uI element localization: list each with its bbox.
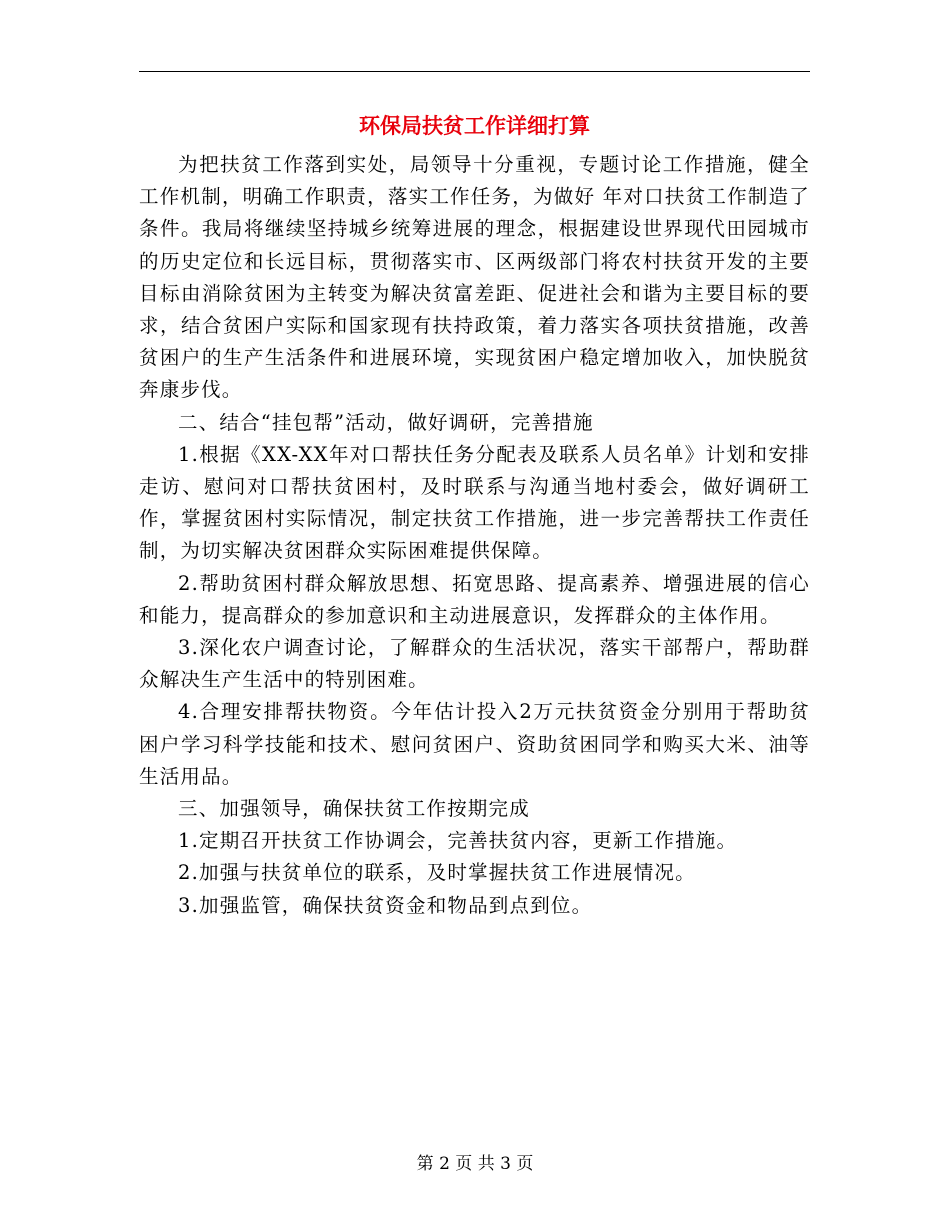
section-heading-2: 二、结合“挂包帮”活动，做好调研，完善措施 [178, 410, 594, 434]
paragraph-intro: 为把扶贫工作落到实处，局领导十分重视，专题讨论工作措施，健全工作机制，明确工作职责，落实工作任务，为做好 年对口扶贫工作制造了条件。我局将继续坚持城乡统筹进展的理念，根据建设世界现代田园城市的历史定位和长远目标，贯彻落实市、区两级部门将农村扶贫开发的主要目标由消除贫困为主转变为解决贫富差距、促进社会和谐为主要目标的要求，结合贫困户实际和国家现有扶持政策，着力落实各项扶贫措施，改善贫困户的生产生活条件和进展环境，实现贫困户稳定增加收入，加快脱贫奔康步伐。 [139, 153, 810, 402]
current-page-number: 2 [439, 1154, 450, 1174]
list-item: 2.加强与扶贫单位的联系，及时掌握扶贫工作进展情况。 [178, 861, 696, 885]
list-item: 1.定期召开扶贫工作协调会，完善扶贫内容，更新工作措施。 [178, 829, 738, 853]
page-label-prefix: 第 [416, 1154, 434, 1174]
page-label-mid: 页 共 [455, 1154, 495, 1174]
list-item: 2.帮助贫困村群众解放思想、拓宽思路、提高素养、增强进展的信心和能力，提高群众的参加意识和主动进展意识，发挥群众的主体作用。 [139, 571, 810, 627]
list-item: 1.根据《XX-XX年对口帮扶任务分配表及联系人员名单》计划和安排走访、慰问对口帮扶贫困村，及时联系与沟通当地村委会，做好调研工作，掌握贫困村实际情况，制定扶贫工作措施，进一步完善帮扶工作责任制，为切实解决贫困群众实际困难提供保障。 [139, 442, 810, 563]
section-heading-3: 三、加强领导，确保扶贫工作按期完成 [178, 797, 530, 821]
header-rule [139, 71, 810, 72]
list-item: 4.合理安排帮扶物资。今年估计投入2万元扶贫资金分别用于帮助贫困户学习科学技能和技术、慰问贫困户、资助贫困同学和购买大米、油等生活用品。 [139, 700, 810, 788]
list-item: 3.深化农户调查讨论，了解群众的生活状况，落实干部帮户，帮助群众解决生产生活中的特别困难。 [139, 636, 810, 692]
page-footer [0, 1152, 950, 1176]
page-label-suffix: 页 [516, 1154, 534, 1174]
list-item: 3.加强监管，确保扶贫资金和物品到点到位。 [178, 893, 593, 917]
total-pages-number: 3 [500, 1154, 511, 1174]
document-body [139, 149, 810, 922]
document-title: 环保局扶贫工作详细打算 [359, 113, 590, 138]
